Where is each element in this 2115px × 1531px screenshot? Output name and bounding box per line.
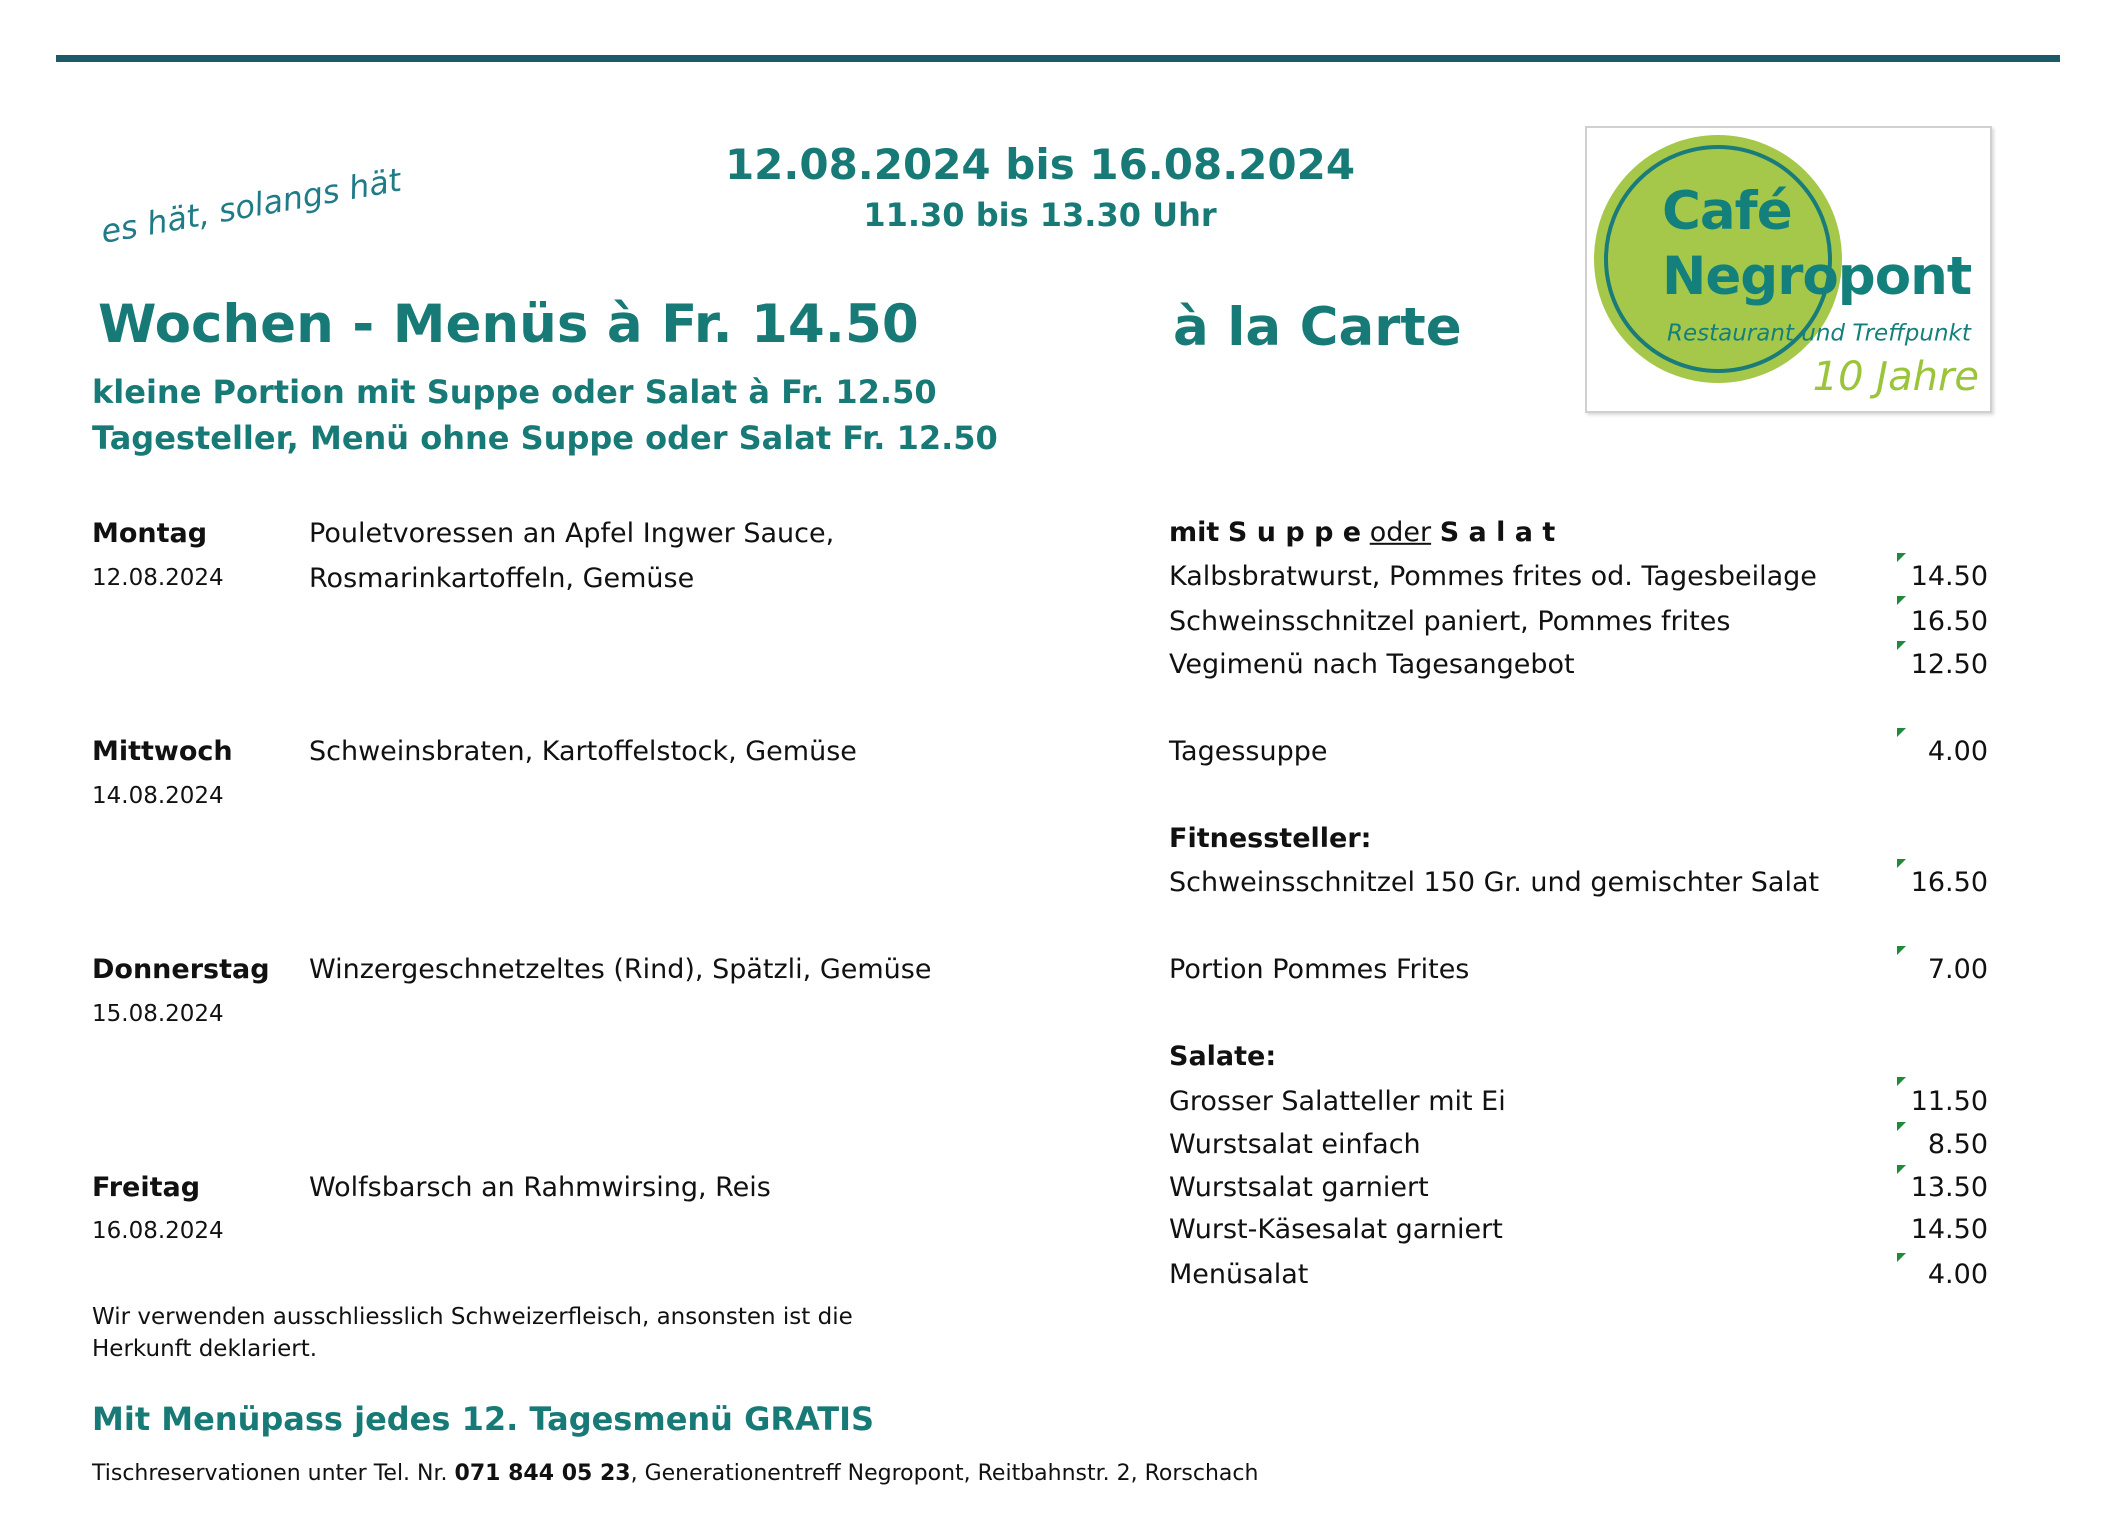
cell-indicator-icon [1897,641,1906,650]
cell-indicator-icon [1897,1253,1906,1262]
logo-name-line2: Negropont [1662,245,1972,307]
a-la-carte-title: à la Carte [1173,297,1462,359]
phone-number: 071 844 05 23 [454,1460,631,1486]
cell-indicator-icon [1897,728,1906,737]
section-heading: Fitnessteller: [1169,822,1372,854]
day-name: Freitag [92,1171,201,1203]
menu-item-price: 16.50 [1910,605,1988,637]
footer-prefix: Tischreservationen unter Tel. Nr. [92,1460,455,1486]
day-date: 15.08.2024 [92,1001,224,1028]
soup-or-salad-heading [1169,517,1555,549]
menu-item-name: Wurst-Käsesalat garniert [1169,1213,1503,1245]
origin-note-line: Wir verwenden ausschliesslich Schweizerfleisch, ansonsten ist die [92,1304,853,1331]
day-date: 16.08.2024 [92,1218,224,1245]
menu-item-price: 11.50 [1910,1085,1988,1117]
menu-item-name: Menüsalat [1169,1258,1309,1290]
menu-pass-promo: Mit Menüpass jedes 12. Tagesmenü GRATIS [92,1399,875,1438]
origin-note-line: Herkunft deklariert. [92,1336,318,1363]
menu-item-name: Portion Pommes Frites [1169,953,1470,985]
heading-oder: oder [1369,516,1432,548]
logo-tagline: Restaurant und Treffpunkt [1667,320,1971,347]
menu-item-price: 14.50 [1910,560,1988,592]
menu-item-price: 4.00 [1927,1258,1988,1290]
logo-name-line1: Café [1662,180,1792,242]
menu-item-price: 12.50 [1910,648,1988,680]
dish-line: Schweinsbraten, Kartoffelstock, Gemüse [309,735,857,767]
menu-item-price: 16.50 [1910,866,1988,898]
cell-indicator-icon [1897,596,1906,605]
menu-item-name: Wurstsalat garniert [1169,1171,1429,1203]
slogan: es hät, solangs hät [98,160,404,251]
reservation-footer [92,1461,1258,1487]
day-name: Donnerstag [92,953,270,985]
cell-indicator-icon [1897,859,1906,868]
day-date: 12.08.2024 [92,565,224,592]
date-range: 12.08.2024 bis 16.08.2024 [724,139,1356,189]
day-name: Montag [92,517,208,549]
menu-item-price: 13.50 [1910,1171,1988,1203]
dish-line: Wolfsbarsch an Rahmwirsing, Reis [309,1171,771,1203]
small-portion-note: kleine Portion mit Suppe oder Salat à Fr. 12.50 [92,372,937,411]
dish-line: Winzergeschnetzeltes (Rind), Spätzli, Gemüse [309,953,932,985]
top-rule [56,55,2060,62]
dish-line: Pouletvoressen an Apfel Ingwer Sauce, [309,517,835,549]
heading-mit: mit [1169,516,1220,548]
weekly-menu-title: Wochen - Menüs à Fr. 14.50 [98,294,919,356]
menu-item-name: Vegimenü nach Tagesangebot [1169,648,1575,680]
menu-item-name: Schweinsschnitzel paniert, Pommes frites [1169,605,1731,637]
cell-indicator-icon [1897,1165,1906,1174]
menu-item-name: Kalbsbratwurst, Pommes frites od. Tagesbeilage [1169,560,1817,592]
dish-line: Rosmarinkartoffeln, Gemüse [309,562,695,594]
day-date: 14.08.2024 [92,783,224,810]
heading-suppe: S u p p e [1227,516,1362,548]
cafe-negropont-logo [1585,126,1992,413]
menu-item-price: 8.50 [1927,1128,1988,1160]
cell-indicator-icon [1897,1077,1906,1086]
cell-indicator-icon [1897,1122,1906,1131]
daily-plate-note: Tagesteller, Menü ohne Suppe oder Salat Fr. 12.50 [92,418,998,457]
footer-address: , Generationentreff Negropont, Reitbahnstr. 2, Rorschach [630,1460,1259,1486]
menu-item-name: Schweinsschnitzel 150 Gr. und gemischter Salat [1169,866,1820,898]
heading-salat: S a l a t [1439,516,1556,548]
menu-item-name: Grosser Salatteller mit Ei [1169,1085,1506,1117]
menu-item-price: 4.00 [1927,735,1988,767]
menu-item-price: 7.00 [1927,953,1988,985]
day-name: Mittwoch [92,735,233,767]
cell-indicator-icon [1897,553,1906,562]
menu-item-name: Wurstsalat einfach [1169,1128,1421,1160]
service-hours: 11.30 bis 13.30 Uhr [863,195,1217,234]
menu-item-name: Tagessuppe [1169,735,1328,767]
section-heading: Salate: [1169,1040,1277,1072]
logo-anniversary: 10 Jahre [1812,354,1979,400]
cell-indicator-icon [1897,946,1906,955]
menu-item-price: 14.50 [1910,1213,1988,1245]
